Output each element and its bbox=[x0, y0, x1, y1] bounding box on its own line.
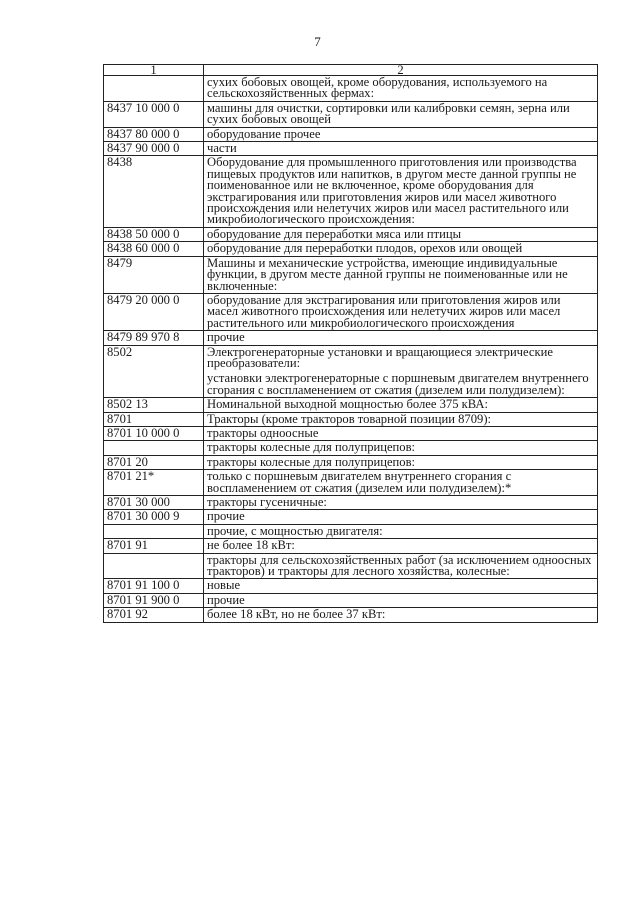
description-text: тракторы колесные для полуприцепов: bbox=[207, 455, 416, 469]
description-text: прочие bbox=[207, 330, 245, 345]
table-row bbox=[104, 455, 598, 469]
description-text: прочие bbox=[207, 593, 245, 607]
tariff-code-cell: 8701 10 000 0 bbox=[104, 426, 204, 440]
description-text: Номинальной выходной мощностью более 375 кВА: bbox=[207, 397, 488, 412]
table-row bbox=[104, 127, 598, 141]
table-row bbox=[104, 579, 598, 593]
description-cell bbox=[204, 101, 598, 127]
tariff-code-cell bbox=[104, 441, 204, 455]
tariff-code-cell: 8437 80 000 0 bbox=[104, 127, 204, 141]
tariff-code-cell: 8437 10 000 0 bbox=[104, 101, 204, 127]
tariff-code-cell bbox=[104, 524, 204, 538]
tariff-code-cell: 8438 60 000 0 bbox=[104, 242, 204, 256]
table-row bbox=[104, 345, 598, 398]
table-row bbox=[104, 156, 598, 227]
description-text: тракторы для сельскохозяйственных работ (за исключением одноосных тракторов) и тракторы для лесного хозяйства, колесные: bbox=[207, 553, 592, 579]
table-row bbox=[104, 593, 598, 607]
description-cell bbox=[204, 579, 598, 593]
description-text: не более 18 кВт: bbox=[207, 538, 295, 553]
description-cell bbox=[204, 331, 598, 345]
description-text: тракторы гусеничные: bbox=[207, 495, 327, 509]
tariff-code-cell: 8438 50 000 0 bbox=[104, 227, 204, 241]
tariff-code-cell bbox=[104, 553, 204, 579]
description-cell bbox=[204, 593, 598, 607]
description-cell bbox=[204, 441, 598, 455]
tariff-code-cell: 8701 20 bbox=[104, 455, 204, 469]
table-row bbox=[104, 412, 598, 426]
description-text: прочие bbox=[207, 509, 245, 524]
tariff-code-cell: 8479 89 970 8 bbox=[104, 331, 204, 345]
description-text: оборудование для переработки плодов, орехов или овощей bbox=[207, 241, 523, 256]
table-row bbox=[104, 227, 598, 241]
tariff-code-cell: 8479 20 000 0 bbox=[104, 293, 204, 330]
tariff-code-cell: 8701 21* bbox=[104, 470, 204, 496]
tariff-code-cell: 8701 30 000 9 bbox=[104, 510, 204, 524]
table-row bbox=[104, 553, 598, 579]
table-header-row bbox=[104, 65, 598, 76]
tariff-code-cell: 8701 30 000 bbox=[104, 496, 204, 510]
column-header-2: 2 bbox=[204, 65, 598, 76]
table-row bbox=[104, 293, 598, 330]
description-text: сухих бобовых овощей, кроме оборудования, используемого на сельскохозяйственных фермах: bbox=[207, 75, 548, 101]
description-text: Тракторы (кроме тракторов товарной позиции 8709): bbox=[207, 412, 492, 426]
description-text: Оборудование для промышленного приготовления или производства пищевых продуктов или напитков, в другом месте данной группы не поименованное или не включенное, кроме оборудования для экстрагирования или приготовления жиров или масел животного происхождения или нелетучих жиров или масел растительного или микробиологического происхождения: bbox=[207, 155, 577, 227]
description-cell bbox=[204, 510, 598, 524]
description-cell bbox=[204, 608, 598, 622]
description-cell bbox=[204, 127, 598, 141]
tariff-code-cell: 8701 91 900 0 bbox=[104, 593, 204, 607]
description-text: более 18 кВт, но не более 37 кВт: bbox=[207, 607, 386, 622]
description-cell bbox=[204, 539, 598, 553]
description-text: части bbox=[207, 141, 237, 156]
description-text: установки электрогенераторные с поршневым двигателем внутреннего сгорания с воспламенением от сжатия (дизелем или полудизелем): bbox=[207, 371, 589, 397]
description-cell bbox=[204, 412, 598, 426]
table-row bbox=[104, 441, 598, 455]
tariff-code-cell bbox=[104, 76, 204, 102]
table-row bbox=[104, 331, 598, 345]
description-cell bbox=[204, 76, 598, 102]
tariff-code-cell: 8438 bbox=[104, 156, 204, 227]
tariff-code-cell: 8701 bbox=[104, 412, 204, 426]
description-text: новые bbox=[207, 578, 241, 593]
tariff-code-cell: 8701 92 bbox=[104, 608, 204, 622]
description-cell bbox=[204, 470, 598, 496]
tariff-code-cell: 8437 90 000 0 bbox=[104, 142, 204, 156]
tariff-code-cell: 8479 bbox=[104, 256, 204, 293]
table-row bbox=[104, 496, 598, 510]
table-row bbox=[104, 608, 598, 622]
table-row bbox=[104, 539, 598, 553]
table-row bbox=[104, 76, 598, 102]
table-row bbox=[104, 101, 598, 127]
description-text: оборудование прочее bbox=[207, 127, 321, 141]
table-body bbox=[104, 76, 598, 623]
description-cell bbox=[204, 293, 598, 330]
description-cell bbox=[204, 142, 598, 156]
description-cell bbox=[204, 345, 598, 398]
table-row bbox=[104, 398, 598, 412]
description-text: Машины и механические устройства, имеющие индивидуальные функции, в другом месте данной группы не поименованные или не включенные: bbox=[207, 256, 568, 293]
table-row bbox=[104, 142, 598, 156]
table-row bbox=[104, 426, 598, 440]
tariff-code-cell: 8502 bbox=[104, 345, 204, 398]
description-cell bbox=[204, 156, 598, 227]
table-row bbox=[104, 524, 598, 538]
description-cell bbox=[204, 242, 598, 256]
description-cell bbox=[204, 455, 598, 469]
tariff-code-cell: 8701 91 bbox=[104, 539, 204, 553]
description-cell bbox=[204, 256, 598, 293]
page-number: 7 bbox=[314, 34, 321, 49]
codes-table bbox=[103, 64, 598, 623]
description-text: оборудование для экстрагирования или приготовления жиров или масел животного происхождения или нелетучих жиров или масел растительного или микробиологического происхождения bbox=[207, 293, 561, 330]
description-text: оборудование для переработки мяса или птицы bbox=[207, 227, 462, 241]
description-text: Электрогенераторные установки и вращающиеся электрические преобразователи: bbox=[207, 345, 553, 370]
description-text: машины для очистки, сортировки или калибровки семян, зерна или сухих бобовых овощей bbox=[207, 101, 570, 127]
description-text: тракторы одноосные bbox=[207, 426, 319, 440]
table-row bbox=[104, 256, 598, 293]
description-text: только с поршневым двигателем внутреннего сгорания с воспламенением от сжатия (дизелем или полудизелем):* bbox=[207, 469, 512, 495]
description-cell bbox=[204, 524, 598, 538]
description-text: тракторы колесные для полуприцепов: bbox=[207, 440, 416, 455]
description-cell bbox=[204, 426, 598, 440]
tariff-code-cell: 8502 13 bbox=[104, 398, 204, 412]
description-cell bbox=[204, 496, 598, 510]
description-cell bbox=[204, 553, 598, 579]
table-row bbox=[104, 242, 598, 256]
description-cell bbox=[204, 227, 598, 241]
table-row bbox=[104, 470, 598, 496]
table-row bbox=[104, 510, 598, 524]
description-cell bbox=[204, 398, 598, 412]
column-header-1: 1 bbox=[104, 65, 204, 76]
tariff-code-cell: 8701 91 100 0 bbox=[104, 579, 204, 593]
description-text: прочие, с мощностью двигателя: bbox=[207, 524, 383, 538]
